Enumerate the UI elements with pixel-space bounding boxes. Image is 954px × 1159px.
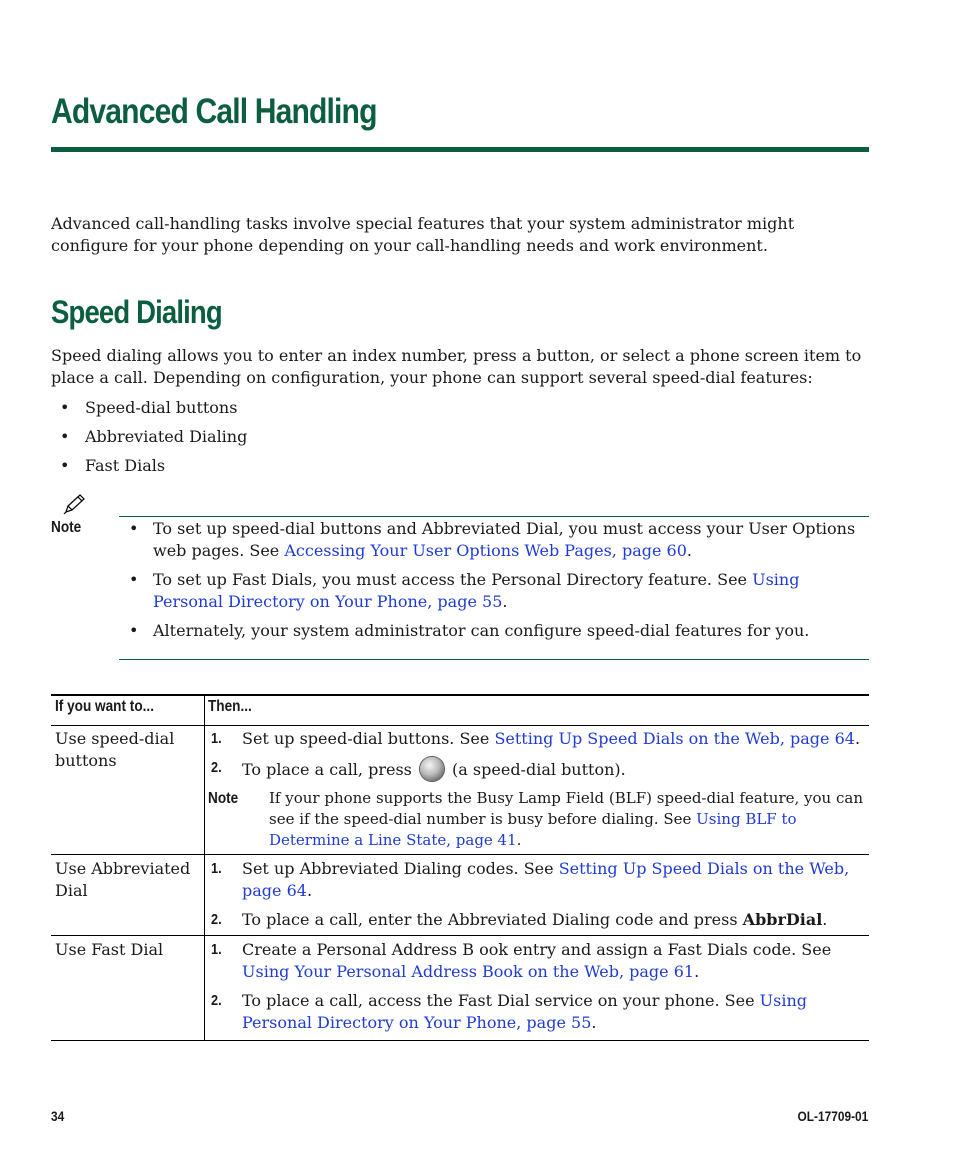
- page-number: 34: [51, 1108, 65, 1124]
- table-column-divider: [204, 694, 205, 1041]
- row-label: Use Abbreviated Dial: [55, 859, 191, 900]
- note-item: • To set up Fast Dials, you must access the Personal Directory feature. See Using Personal Directory on Your Phone, page 55.: [129, 570, 800, 611]
- list-item-text: Fast Dials: [85, 456, 166, 475]
- table-top-rule: [51, 694, 869, 696]
- chapter-intro: Advanced call-handling tasks involve special features that your system administrator might configure for your phone depending on your call-handling needs and work environment.: [51, 214, 795, 255]
- link-address-book-web[interactable]: Using Your Personal Address Book on the Web, page 61: [242, 962, 695, 981]
- list-item: • Fast Dials: [60, 456, 166, 475]
- table-step: 1. Set up Abbreviated Dialing codes. See Setting Up Speed Dials on the Web, page 64.: [211, 859, 850, 900]
- note-item: • Alternately, your system administrator can configure speed-dial features for you.: [129, 621, 810, 640]
- table-header-rule: [51, 725, 869, 726]
- row-label: Use Fast Dial: [55, 940, 164, 959]
- title-rule: [51, 147, 869, 152]
- note-item: • To set up speed-dial buttons and Abbreviated Dial, you must access your User Options web pages. See Accessing Your User Options Web Pages, page 60.: [129, 519, 856, 560]
- note-list: [129, 518, 869, 649]
- note-bottom-rule: [119, 659, 869, 660]
- list-item: • Speed-dial buttons: [60, 398, 238, 417]
- table-step: 2. To place a call, access the Fast Dial service on your phone. See Using Personal Directory on Your Phone, page 55.: [211, 991, 807, 1032]
- document-id: OL-17709-01: [797, 1108, 868, 1124]
- list-item: • Abbreviated Dialing: [60, 427, 248, 446]
- table-note: Note If your phone supports the Busy Lamp Field (BLF) speed-dial feature, you can see if the speed-dial number is busy before dialing. See Using BLF to Determine a Line State, page 41.: [208, 789, 863, 849]
- link-blf[interactable]: Using BLF to Determine a Line State, page 41: [269, 810, 797, 849]
- note-top-rule: [119, 516, 869, 517]
- speed-dial-table: [51, 694, 869, 1041]
- link-personal-directory[interactable]: Using Personal Directory on Your Phone, page 55: [153, 570, 800, 611]
- softkey-label: AbbrDial: [742, 910, 823, 929]
- table-header-then: Then...: [208, 698, 252, 715]
- link-speed-dials-web[interactable]: Setting Up Speed Dials on the Web, page 64: [242, 859, 850, 900]
- table-row-rule: [51, 935, 869, 936]
- link-speed-dials-web[interactable]: Setting Up Speed Dials on the Web, page 64: [494, 729, 855, 748]
- table-row-rule: [51, 854, 869, 855]
- section-title: Speed Dialing: [51, 294, 222, 330]
- pencil-icon: [63, 493, 87, 515]
- row-label: Use speed-dial buttons: [55, 729, 175, 770]
- link-personal-directory[interactable]: Using Personal Directory on Your Phone, page 55: [242, 991, 807, 1032]
- list-item-text: Speed-dial buttons: [85, 398, 238, 417]
- feature-list: [60, 397, 247, 484]
- table-header-action: If you want to...: [55, 698, 154, 715]
- table-step: 2. To place a call, press (a speed-dial button).: [211, 759, 626, 779]
- chapter-title: Advanced Call Handling: [51, 92, 377, 131]
- link-user-options[interactable]: Accessing Your User Options Web Pages, page 60: [284, 541, 687, 560]
- table-step: 1. Create a Personal Address B ook entry and assign a Fast Dials code. See Using Your Personal Address Book on the Web, page 61.: [211, 940, 832, 981]
- speed-dial-button-icon: [420, 757, 444, 781]
- table-step: 1. Set up speed-dial buttons. See Setting Up Speed Dials on the Web, page 64.: [211, 729, 861, 748]
- list-item-text: Abbreviated Dialing: [85, 427, 248, 446]
- note-label: Note: [51, 519, 82, 536]
- section-intro: Speed dialing allows you to enter an index number, press a button, or select a phone screen item to place a call. Depending on configuration, your phone can support several speed-dial features:: [51, 346, 862, 387]
- table-step: 2. To place a call, enter the Abbreviated Dialing code and press AbbrDial.: [211, 910, 828, 929]
- table-note-label: Note: [208, 790, 239, 807]
- table-bottom-rule: [51, 1040, 869, 1041]
